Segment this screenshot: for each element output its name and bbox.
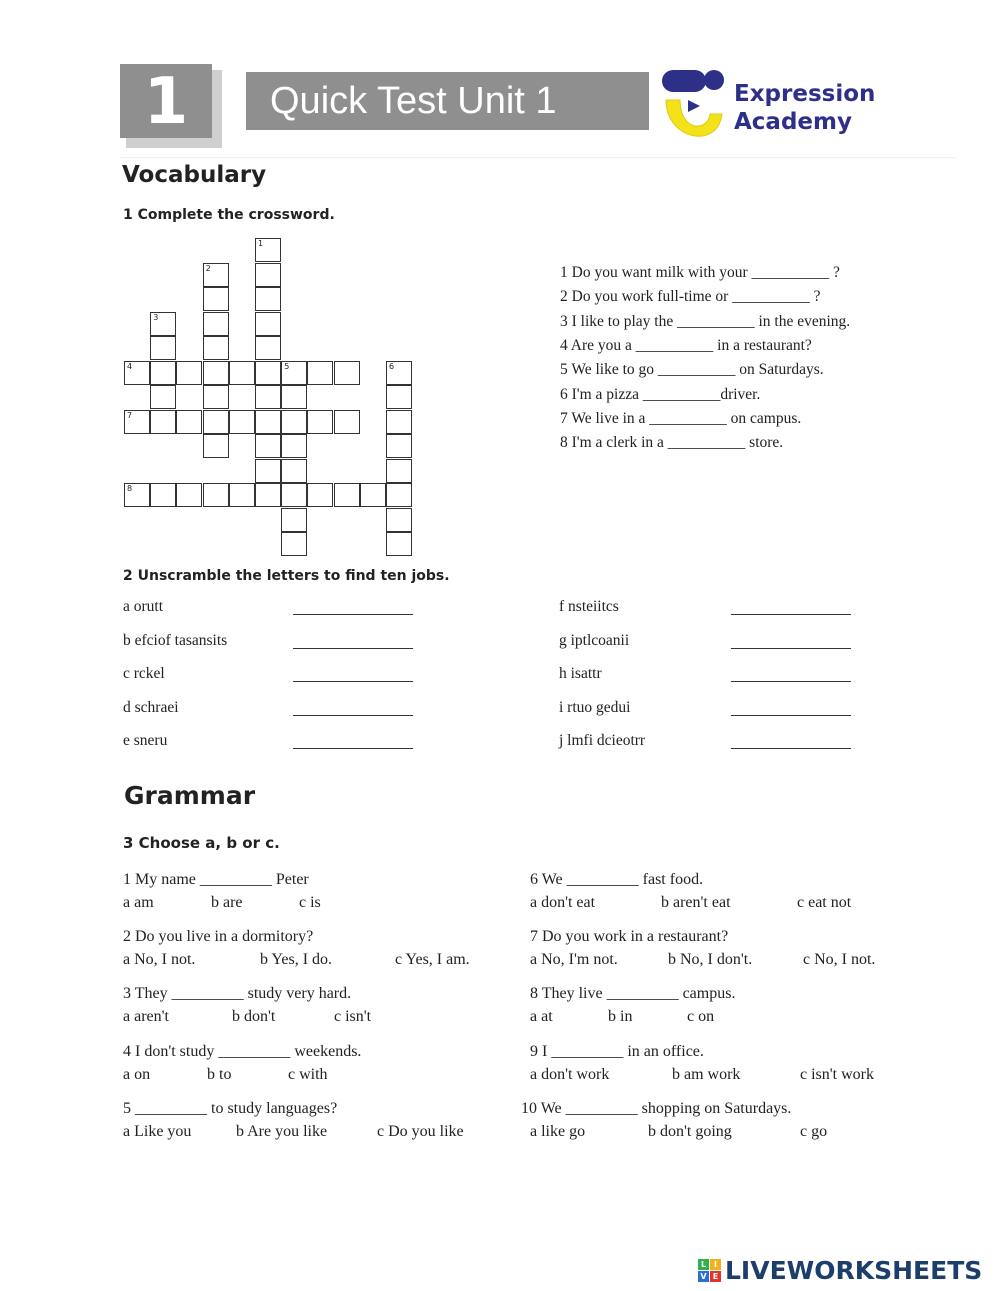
brand-block: I [710,1259,721,1270]
answer-option[interactable]: a No, I'm not. [530,951,618,968]
crossword-cell[interactable] [307,483,333,507]
grammar-question: 2 Do you live in a dormitory? [123,928,314,945]
answer-blank[interactable] [293,681,413,682]
answer-blank[interactable] [293,648,413,649]
crossword-cell[interactable] [386,410,412,434]
crossword-cell[interactable] [203,336,229,360]
crossword-cell[interactable] [150,385,176,409]
crossword-cell[interactable] [307,410,333,434]
liveworksheets-blocks-icon [698,1259,721,1282]
scrambled-word: h isattr [559,665,602,682]
crossword-cell[interactable] [386,508,412,532]
crossword-clue-number: 3 [153,312,159,322]
answer-option[interactable]: c No, I not. [803,951,876,968]
crossword-clue-number: 6 [389,361,395,371]
crossword-cell[interactable] [203,361,229,385]
answer-option[interactable]: b aren't eat [661,894,731,911]
crossword-cell[interactable] [229,410,255,434]
crossword-cell[interactable] [176,361,202,385]
answer-option[interactable]: a on [123,1066,151,1083]
crossword-cell[interactable] [176,483,202,507]
crossword-clue-number: 4 [127,361,133,371]
answer-option[interactable]: c Yes, I am. [395,951,470,968]
page-title: Quick Test Unit 1 [270,80,557,122]
crossword-cell[interactable] [255,434,281,458]
scrambled-word: e sneru [123,732,168,749]
crossword-cell[interactable] [255,361,281,385]
crossword-cell[interactable] [124,410,150,434]
scrambled-word: f nsteiitcs [559,598,619,615]
answer-option[interactable]: a am [123,894,154,911]
crossword-cell[interactable] [124,361,150,385]
crossword-cell[interactable] [281,532,307,556]
crossword-cell[interactable] [281,459,307,483]
answer-option[interactable]: b don't [232,1008,276,1025]
exercise-3-instruction: 3 Choose a, b or c. [123,834,280,852]
crossword-cell[interactable] [229,483,255,507]
vocabulary-heading: Vocabulary [122,162,267,188]
answer-option[interactable]: a at [530,1008,553,1025]
answer-blank[interactable] [731,614,851,615]
crossword-cell[interactable] [255,336,281,360]
answer-blank[interactable] [731,748,851,749]
crossword-cell[interactable] [203,385,229,409]
crossword-cell[interactable] [203,410,229,434]
crossword-clue: 6 I'm a pizza __________driver. [560,385,761,403]
scrambled-word: a orutt [123,598,164,615]
crossword-cell[interactable] [281,385,307,409]
crossword-cell[interactable] [150,410,176,434]
answer-blank[interactable] [293,614,413,615]
answer-option[interactable]: c is [299,894,321,911]
crossword-cell[interactable] [386,385,412,409]
answer-option[interactable]: a No, I not. [123,951,196,968]
crossword-cell[interactable] [255,483,281,507]
exercise-1-instruction: 1 Complete the crossword. [123,207,335,223]
crossword-cell[interactable] [176,410,202,434]
answer-option[interactable]: b Yes, I do. [260,951,333,968]
unit-number-box [120,64,212,138]
answer-option[interactable]: c eat not [797,894,852,911]
answer-option[interactable]: a don't eat [530,894,596,911]
crossword-clue: 5 We like to go __________ on Saturdays. [560,361,824,379]
answer-option[interactable]: c on [687,1008,715,1025]
scrambled-word: g iptlcoanii [559,632,630,649]
grammar-question: 9 I _________ in an office. [530,1043,704,1060]
crossword-cell[interactable] [255,459,281,483]
crossword-cell[interactable] [150,361,176,385]
crossword-cell[interactable] [281,410,307,434]
crossword-cell[interactable] [386,434,412,458]
scrambled-word: d schraei [123,699,179,716]
grammar-question: 7 Do you work in a restaurant? [530,928,729,945]
crossword-cell[interactable] [386,532,412,556]
crossword-cell[interactable] [386,483,412,507]
brand-block: E [710,1271,721,1282]
crossword-cell[interactable] [307,361,333,385]
crossword-cell[interactable] [360,483,386,507]
crossword-clue-number: 2 [205,263,211,273]
grammar-question: 8 They live _________ campus. [530,985,736,1002]
grammar-question: 10 We _________ shopping on Saturdays. [521,1100,792,1117]
crossword-cell[interactable] [281,508,307,532]
grammar-heading: Grammar [124,781,256,810]
answer-option[interactable]: c with [288,1066,328,1083]
answer-option[interactable]: a Like you [123,1123,192,1140]
crossword-cell[interactable] [203,483,229,507]
answer-option[interactable]: b don't going [648,1123,732,1140]
title-bar [246,72,649,130]
brand-block: L [698,1259,709,1270]
crossword-clue: 3 I like to play the __________ in the evening. [560,312,851,330]
crossword-cell[interactable] [281,483,307,507]
answer-option[interactable]: c isn't [334,1008,372,1025]
grammar-question: 1 My name _________ Peter [123,871,309,888]
crossword-cell[interactable] [255,410,281,434]
answer-option[interactable]: b are [211,894,243,911]
answer-blank[interactable] [293,748,413,749]
crossword-cell[interactable] [203,287,229,311]
answer-option[interactable]: b to [207,1066,232,1083]
scrambled-word: j lmfi dcieotrr [559,732,646,749]
crossword-clue-number: 1 [258,239,264,248]
crossword-cell[interactable] [255,238,281,262]
answer-option[interactable]: c isn't work [800,1066,874,1083]
liveworksheets-logo [698,1255,982,1285]
scrambled-word: i rtuo gedui [559,699,631,716]
answer-option[interactable]: a like go [530,1123,586,1140]
crossword-cell[interactable] [334,483,360,507]
liveworksheets-brand: LIVEWORKSHEETS [725,1255,983,1285]
grammar-question: 6 We _________ fast food. [530,871,704,888]
crossword-clue: 1 Do you want milk with your __________ ? [560,264,840,281]
crossword-clue-number: 5 [284,361,290,371]
answer-option[interactable]: c go [800,1123,828,1140]
crossword-cell[interactable] [255,385,281,409]
crossword-cell[interactable] [281,434,307,458]
crossword-cell[interactable] [255,312,281,336]
crossword-cell[interactable] [229,361,255,385]
answer-option[interactable]: b No, I don't. [668,951,753,968]
answer-option[interactable]: a don't work [530,1066,610,1083]
crossword-cell[interactable] [255,287,281,311]
academy-logo-icon [660,70,730,156]
answer-option[interactable]: b Are you like [236,1123,328,1140]
expression-academy-logo [660,70,890,156]
crossword-cell[interactable] [124,483,150,507]
crossword-cell[interactable] [334,410,360,434]
answer-blank[interactable] [731,648,851,649]
crossword-clue-number: 8 [127,484,133,493]
logo-text: Expression Academy [734,81,876,135]
crossword-cell[interactable] [203,434,229,458]
grammar-question: 3 They _________ study very hard. [123,985,352,1002]
crossword-cell[interactable] [203,312,229,336]
crossword-cell[interactable] [386,459,412,483]
answer-blank[interactable] [293,715,413,716]
crossword-cell[interactable] [386,361,412,385]
crossword-cell[interactable] [281,361,307,385]
scrambled-word: b efciof tasansits [123,632,228,649]
answer-option[interactable]: b am work [672,1066,741,1083]
crossword-cell[interactable] [150,336,176,360]
grammar-question: 5 _________ to study languages? [123,1100,338,1117]
unit-number: 1 [143,65,189,139]
brand-block: V [698,1271,709,1282]
answer-option[interactable]: a aren't [123,1008,169,1025]
answer-option[interactable]: b in [608,1008,633,1025]
crossword-clue: 4 Are you a __________ in a restaurant? [560,336,812,354]
crossword-cell[interactable] [334,361,360,385]
grammar-question: 4 I don't study _________ weekends. [123,1043,362,1060]
answer-blank[interactable] [731,715,851,716]
scrambled-word: c rckel [123,665,165,682]
crossword-clue: 2 Do you work full-time or __________ ? [560,288,821,306]
answer-option[interactable]: c Do you like [377,1123,464,1140]
crossword-cell[interactable] [255,263,281,287]
answer-blank[interactable] [731,681,851,682]
crossword-cell[interactable] [150,312,176,336]
crossword-clue: 7 We live in a __________ on campus. [560,409,802,427]
crossword-clue-number: 7 [127,410,133,420]
crossword-clue: 8 I'm a clerk in a __________ store. [560,434,784,452]
exercise-2-instruction: 2 Unscramble the letters to find ten jobs. [123,568,450,584]
top-divider [120,157,956,158]
crossword-cell[interactable] [150,483,176,507]
crossword-cell[interactable] [203,263,229,287]
